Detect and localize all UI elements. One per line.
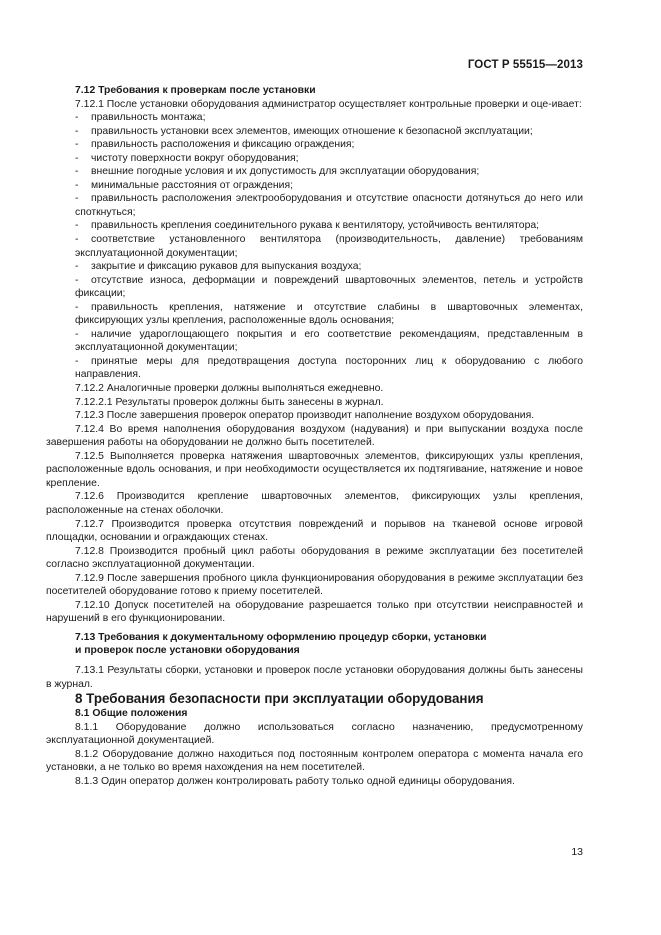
paragraph-7-12-2-1: 7.12.2.1 Результаты проверок должны быть занесены в журнал.: [75, 396, 384, 408]
paragraph-7-13-1: 7.13.1 Результаты сборки, установки и проверок после установки оборудования должны быть занесены в журнал.: [46, 664, 583, 690]
paragraph-8-1-2: 8.1.2 Оборудование должно находиться под постоянным контролем оператора с момента начала его установки, а не только во время нахождения на нем посетителей.: [46, 748, 583, 774]
section-title-line: 7.13 Требования к документальному оформлению процедур сборки, установки: [75, 631, 487, 643]
list-item: - правильность крепления соединительного рукава к вентилятору, устойчивость вентилятора;: [75, 220, 540, 232]
chapter-title-8: 8 Требования безопасности при эксплуатации оборудования: [75, 691, 484, 707]
checklist: [46, 111, 583, 382]
list-item: - наличие удароглощающего покрытия и его соответствие рекомендациям, представленным в эксплуатационной документации;: [75, 328, 583, 354]
paragraph-8-1-3: 8.1.3 Один оператор должен контролировать работу только одной единицы оборудования.: [75, 775, 515, 787]
paragraph-7-12-6: 7.12.6 Производится крепление швартовочных элементов, фиксирующих узлы крепления, расположенные на стенах оболочки.: [46, 491, 583, 516]
list-item: - минимальные расстояния от ограждения;: [75, 179, 293, 191]
list-item: - соответствие установленного вентилятора (производительность, давление) требованиям эксплуатационной документации;: [75, 234, 583, 259]
list-item: - внешние погодные условия и их допустимость для эксплуатации оборудования;: [75, 166, 480, 178]
list-item: - правильность расположения и фиксацию ограждения;: [75, 139, 355, 151]
list-item: - отсутствие износа, деформации и повреждений швартовочных элементов, петель и устройств фиксации;: [75, 274, 583, 300]
paragraph-7-12-4: 7.12.4 Во время наполнения оборудования воздухом (надувания) и при выпускании воздуха после завершения работы на оборудовании не должно быть посетителей.: [46, 423, 583, 449]
section-title-8-1: 8.1 Общие положения: [75, 708, 188, 720]
paragraph-7-12-7: 7.12.7 Производится проверка отсутствия повреждений и порывов на тканевой основе игровой площадки, основании и ограждающих стенах.: [46, 518, 583, 544]
section-title-7-13: [46, 631, 583, 658]
list-item: - чистоту поверхности вокруг оборудования;: [75, 152, 299, 164]
paragraph-7-12-5: 7.12.5 Выполняется проверка натяжения швартовочных элементов, фиксирующих узлы крепления, расположенные вдоль основания, и при необходимости осуществляется их подтягивание, натяжение и новое крепление.: [46, 450, 583, 489]
list-item: - правильность монтажа;: [75, 112, 206, 124]
paragraph-7-12-2: 7.12.2 Аналогичные проверки должны выполняться ежедневно.: [75, 383, 384, 395]
paragraph-7-12-3: 7.12.3 После завершения проверок оператор производит наполнение воздухом оборудования.: [75, 410, 535, 422]
section-title-7-12: 7.12 Требования к проверкам после установки: [75, 85, 316, 96]
paragraph-8-1-1: 8.1.1 Оборудование должно использоваться согласно назначению, предусмотренному эксплуатационной документацией.: [46, 721, 583, 747]
standard-number: ГОСТ Р 55515—2013: [467, 59, 583, 71]
paragraph-7-12-10: 7.12.10 Допуск посетителей на оборудование разрешается только при отсутствии неисправностей и нарушений в его функционировании.: [46, 599, 583, 625]
list-item: - правильность крепления, натяжение и отсутствие слабины в швартовочных элементах, фиксирующих узлы крепления, расположенные вдоль основания;: [75, 301, 583, 327]
page-number: 13: [571, 846, 583, 858]
paragraph-7-12-1: 7.12.1 После установки оборудования администратор осуществляет контрольные проверки и оце-ивает:: [75, 98, 582, 110]
paragraph-7-12-8: 7.12.8 Производится пробный цикл работы оборудования в режиме эксплуатации без посетителей согласно эксплуатационной документации.: [46, 545, 583, 571]
list-item: - правильность установки всех элементов, имеющих отношение к безопасной эксплуатации;: [75, 125, 533, 137]
list-item: - закрытие и фиксацию рукавов для выпускания воздуха;: [75, 261, 362, 273]
paragraph-7-12-9: 7.12.9 После завершения пробного цикла функционирования оборудования в режиме эксплуатации без посетителей оборудование готово к приему посетителей.: [46, 572, 583, 598]
page-body: [46, 84, 583, 788]
section-title-line: и проверок после установки оборудования: [75, 645, 300, 657]
list-item: - принятые меры для предотвращения доступа посторонних лиц к оборудованию с любого направления.: [75, 355, 583, 381]
list-item: - правильность расположения электрооборудования и отсутствие опасности дотянуться до него или споткнуться;: [75, 193, 583, 218]
